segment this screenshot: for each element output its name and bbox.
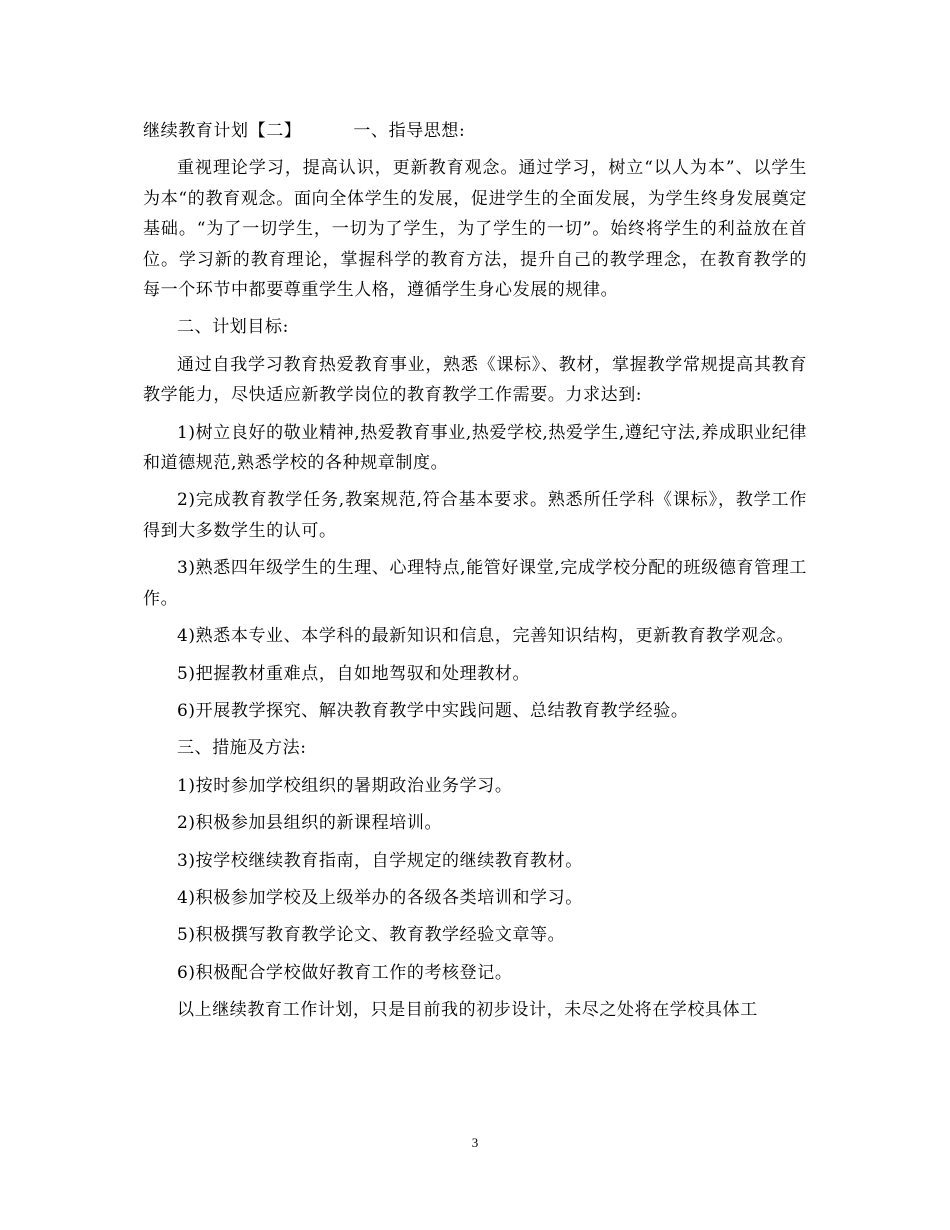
paragraph-plan-goals-intro: 通过自我学习教育热爱教育事业，熟悉《课标》、教材，掌握教学常规提高其教育教学能力，尽快适应新教学岗位的教育教学工作需要。力求达到:: [143, 354, 807, 406]
goal-item-4: 4)熟悉本专业、本学科的最新知识和信息，完善知识结构，更新教育教学观念。: [177, 626, 795, 647]
goal-item-5: 5)把握教材重难点，自如地驾驭和处理教材。: [177, 663, 531, 684]
goal-item-6: 6)开展教学探究、解决教育教学中实践问题、总结教育教学经验。: [177, 700, 689, 721]
document-heading: [143, 116, 807, 146]
measure-item-2: 2)积极参加县组织的新课程培训。: [177, 813, 443, 834]
page-number: 3: [471, 1135, 479, 1150]
measure-item-6: 6)积极配合学校做好教育工作的考核登记。: [177, 962, 513, 983]
section-heading-measures: 三、措施及方法:: [177, 738, 307, 759]
measure-item-3: 3)按学校继续教育指南，自学规定的继续教育教材。: [177, 850, 583, 871]
measure-item-4: 4)积极参加学校及上级举办的各级各类培训和学习。: [177, 887, 583, 908]
measure-item-5: 5)积极撰写教育教学论文、教育教学经验文章等。: [177, 925, 566, 946]
section-heading-plan-goals: 二、计划目标:: [177, 317, 289, 338]
document-body: [143, 116, 807, 1033]
measure-item-1: 1)按时参加学校组织的暑期政治业务学习。: [177, 775, 513, 796]
goal-item-1: 1)树立良好的敬业精神,热爱教育事业,热爱学校,热爱学生,遵纪守法,养成职业纪律和道德规范,熟悉学校的各种规章制度。: [143, 422, 807, 474]
paragraph-conclusion: 以上继续教育工作计划，只是目前我的初步设计，未尽之处将在学校具体工: [177, 1000, 758, 1021]
paragraph-guiding-ideology: 重视理论学习，提高认识，更新教育观念。通过学习，树立“以人为本”、以学生为本“的教育观念。面向全体学生的发展，促进学生的全面发展，为学生终身发展奠定基础。“为了一切学生，一切为了学生，为了学生的一切”。始终将学生的利益放在首位。学习新的教育理论，掌握科学的教育方法，提升自己的教学理念，在教育教学的每一个环节中都要尊重学生人格，遵循学生身心发展的规律。: [143, 158, 807, 301]
section-heading-guiding-ideology: 一、指导思想:: [353, 121, 466, 141]
goal-item-3: 3)熟悉四年级学生的生理、心理特点,能管好课堂,完成学校分配的班级德育管理工作。: [143, 558, 807, 609]
goal-item-2: 2)完成教育教学任务,教案规范,符合基本要求。熟悉所任学科《课标》，教学工作得到大多数学生的认可。: [143, 490, 807, 541]
document-title: 继续教育计划【二】: [143, 121, 302, 141]
